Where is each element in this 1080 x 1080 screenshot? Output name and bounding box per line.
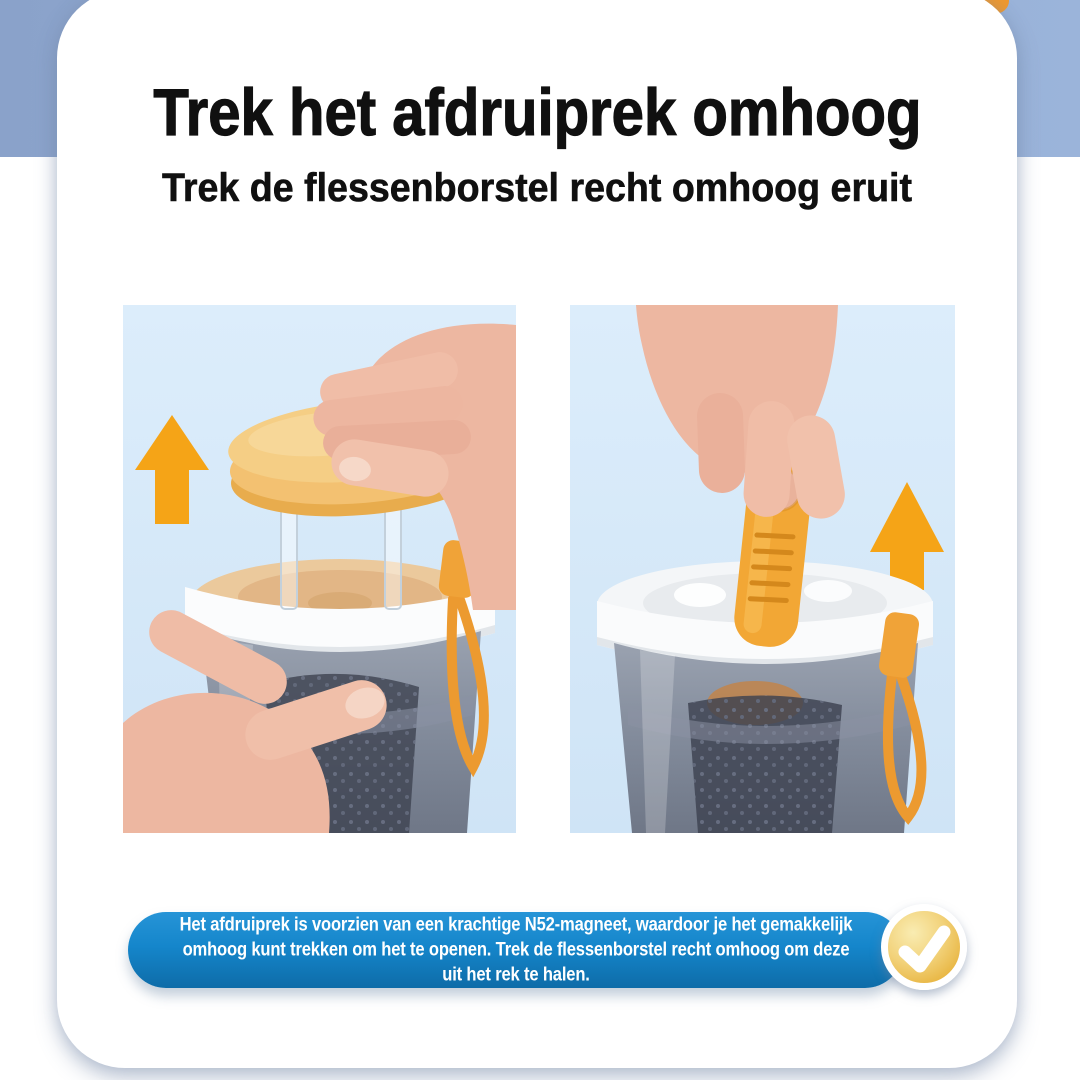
page-title: Trek het afdruiprek omhoog xyxy=(152,75,922,149)
pull-brush-photo xyxy=(570,305,955,833)
info-banner xyxy=(128,912,903,988)
content-card xyxy=(57,0,1017,1068)
check-badge xyxy=(881,904,967,990)
lift-lid-photo xyxy=(123,305,516,833)
checkmark-icon xyxy=(888,911,960,983)
page-subtitle: Trek de flessenborstel recht omhoog eruit xyxy=(161,166,913,210)
photo-panel-lift-lid xyxy=(123,305,516,833)
photo-panel-pull-brush xyxy=(570,305,955,833)
info-banner-text: Het afdruiprek is voorzien van een krachtige N52-magneet, waardoor je het gemakkelijk omhoog kunt trekken om het te openen. Trek de flessenborstel recht omhoog om deze uit het rek te halen. xyxy=(179,913,852,986)
